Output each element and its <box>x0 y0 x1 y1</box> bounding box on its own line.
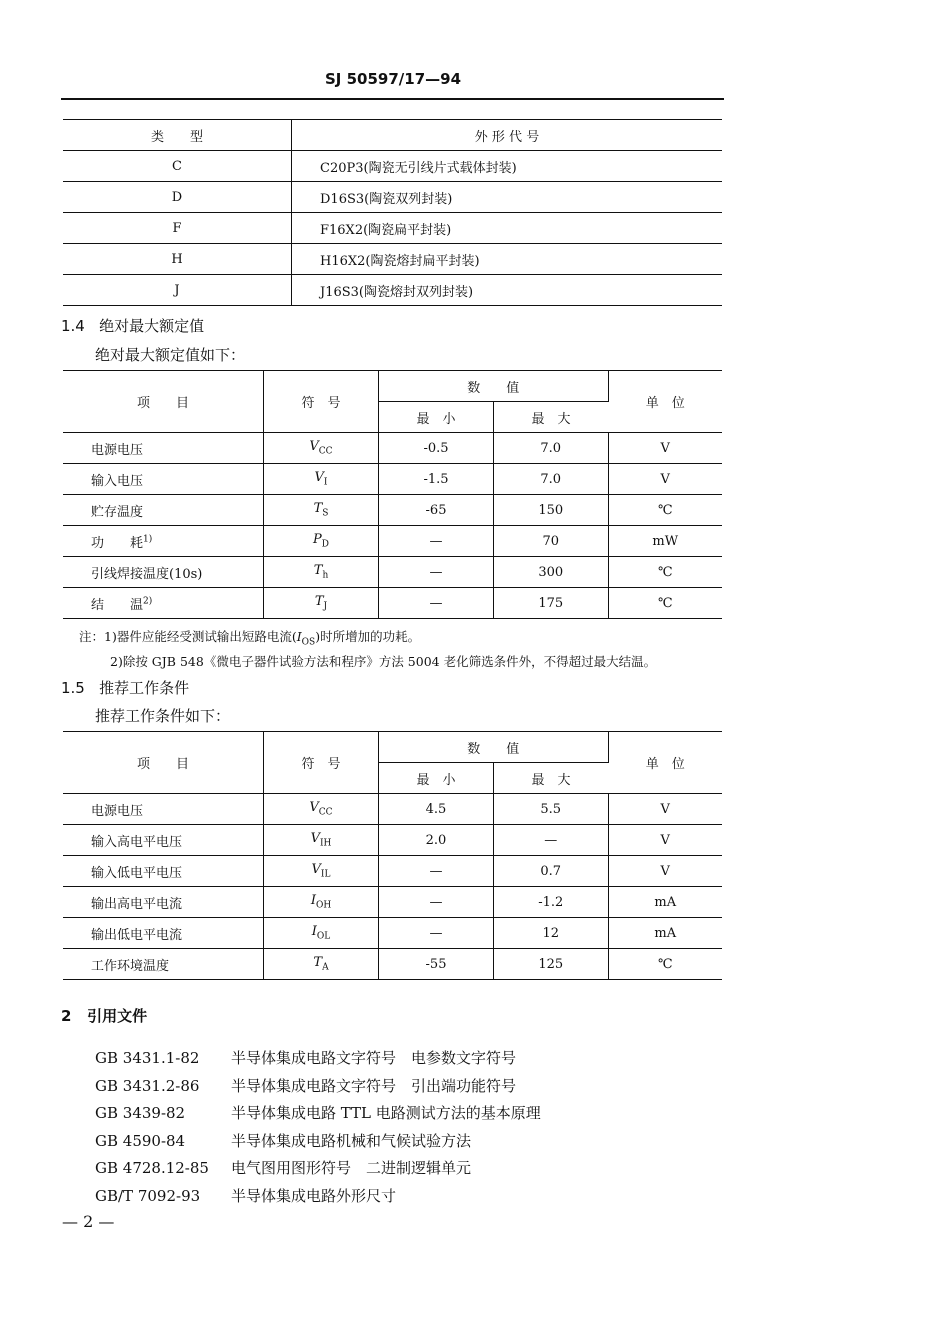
table-row <box>63 464 722 495</box>
type-cell: C <box>63 151 292 182</box>
col-type-header: 类 型 <box>63 120 292 151</box>
max-cell: 0.7 <box>494 856 609 887</box>
col-min-header: 最 小 <box>379 763 494 794</box>
item-cell: 输出低电平电流 <box>63 918 264 949</box>
unit-cell: ℃ <box>608 495 722 526</box>
list-item <box>95 1073 541 1101</box>
unit-cell: mA <box>608 918 722 949</box>
type-cell: D <box>63 182 292 213</box>
header-rule <box>61 98 724 100</box>
col-symbol-header: 符 号 <box>264 732 379 794</box>
reference-code: GB 4728.12-85 <box>95 1159 209 1177</box>
table-header-row <box>63 732 722 763</box>
min-cell: -0.5 <box>379 433 494 464</box>
reference-title: 半导体集成电路外形尺寸 <box>231 1186 397 1205</box>
table-row <box>63 856 722 887</box>
max-cell: — <box>494 825 609 856</box>
section-number: 1.4 <box>61 317 85 335</box>
type-cell: H <box>63 244 292 275</box>
table-row <box>63 588 722 619</box>
list-item <box>95 1100 541 1128</box>
outline-cell: C20P3(陶瓷无引线片式载体封装) <box>292 151 723 182</box>
table-row <box>63 182 722 213</box>
min-cell: — <box>379 588 494 619</box>
document-header: SJ 50597/17—94 <box>324 70 462 88</box>
table-row <box>63 213 722 244</box>
item-cell: 输入高电平电压 <box>63 825 264 856</box>
min-cell: -1.5 <box>379 464 494 495</box>
unit-cell: V <box>608 464 722 495</box>
col-item-header: 项 目 <box>63 371 264 433</box>
col-value-header: 数 值 <box>379 732 609 763</box>
symbol-cell: $V_I$ <box>264 464 379 495</box>
reference-title: 半导体集成电路文字符号 电参数文字符号 <box>231 1049 517 1067</box>
section-1-4-intro: 绝对最大额定值如下： <box>95 346 246 364</box>
max-cell: 12 <box>494 918 609 949</box>
symbol-cell: $V_{CC}$ <box>264 433 379 464</box>
section-1-5-intro: 推荐工作条件如下： <box>95 707 231 725</box>
col-value-header: 数 值 <box>379 371 609 402</box>
item-cell: 引线焊接温度(10s) <box>63 557 264 588</box>
max-cell: 150 <box>494 495 609 526</box>
list-item <box>95 1183 541 1211</box>
max-cell: 70 <box>494 526 609 557</box>
footnote-2: 2)除按 GJB 548《微电子器件试验方法和程序》方法 5004 老化筛选条件外，不得超过最大结温。 <box>110 654 657 669</box>
min-cell: 2.0 <box>379 825 494 856</box>
table-row <box>63 526 722 557</box>
item-cell: 工作环境温度 <box>63 949 264 980</box>
unit-cell: mW <box>608 526 722 557</box>
col-item-header: 项 目 <box>63 732 264 794</box>
outline-cell: J16S3(陶瓷熔封双列封装) <box>292 275 723 306</box>
item-cell: 电源电压 <box>63 794 264 825</box>
type-cell: F <box>63 213 292 244</box>
page-number: — 2 — <box>62 1212 115 1231</box>
min-cell: -65 <box>379 495 494 526</box>
unit-cell: mA <box>608 887 722 918</box>
section-1-5-heading <box>61 677 189 698</box>
table-row <box>63 918 722 949</box>
list-item <box>95 1128 541 1156</box>
item-cell: 输出高电平电流 <box>63 887 264 918</box>
recommended-conditions-table <box>63 731 722 980</box>
reference-code: GB 4590-84 <box>95 1131 186 1150</box>
item-cell: 功 耗$^{1)}$ <box>63 526 264 557</box>
unit-cell: V <box>608 433 722 464</box>
min-cell: — <box>379 918 494 949</box>
section-number: 1.5 <box>61 679 85 697</box>
symbol-cell: $V_{CC}$ <box>264 794 379 825</box>
section-title: 引用文件 <box>87 1007 148 1025</box>
table-row <box>63 433 722 464</box>
symbol-cell: $I_{OL}$ <box>264 918 379 949</box>
symbol-cell: $T_h$ <box>264 557 379 588</box>
reference-code: GB 3431.1-82 <box>95 1049 200 1067</box>
reference-list <box>95 1045 541 1210</box>
table-header-row <box>63 120 722 151</box>
unit-cell: V <box>608 794 722 825</box>
table-row <box>63 275 722 306</box>
symbol-cell: $T_S$ <box>264 495 379 526</box>
section-title: 推荐工作条件 <box>99 679 190 697</box>
section-title: 绝对最大额定值 <box>99 317 205 335</box>
unit-cell: ℃ <box>608 557 722 588</box>
col-max-header: 最 大 <box>494 763 609 794</box>
type-cell: J <box>63 275 292 306</box>
max-cell: 300 <box>494 557 609 588</box>
table-row <box>63 151 722 182</box>
min-cell: 4.5 <box>379 794 494 825</box>
symbol-cell: $V_{IL}$ <box>264 856 379 887</box>
table-row <box>63 557 722 588</box>
item-cell: 输入电压 <box>63 464 264 495</box>
col-symbol-header: 符 号 <box>264 371 379 433</box>
table-row <box>63 794 722 825</box>
unit-cell: V <box>608 825 722 856</box>
max-cell: 175 <box>494 588 609 619</box>
footnote-1: 注：1)器件应能经受测试输出短路电流$(I_{OS})$时所增加的功耗。 <box>79 629 421 648</box>
reference-code: GB 3439-82 <box>95 1104 186 1122</box>
list-item <box>95 1045 541 1073</box>
section-number: 2 <box>61 1007 72 1025</box>
list-item <box>95 1155 541 1183</box>
footnote-ref: 2) <box>143 596 153 607</box>
outline-cell: F16X2(陶瓷扁平封装) <box>292 213 723 244</box>
section-1-4-heading <box>61 315 204 336</box>
min-cell: — <box>379 557 494 588</box>
symbol-cell: $I_{OH}$ <box>264 887 379 918</box>
symbol-cell: $T_A$ <box>264 949 379 980</box>
min-cell: -55 <box>379 949 494 980</box>
max-cell: 5.5 <box>494 794 609 825</box>
section-2-heading <box>61 1005 147 1026</box>
table-row <box>63 887 722 918</box>
min-cell: — <box>379 856 494 887</box>
unit-cell: ℃ <box>608 588 722 619</box>
col-outline-header: 外 形 代 号 <box>292 120 723 151</box>
table-row <box>63 495 722 526</box>
reference-title: 电气图用图形符号 二进制逻辑单元 <box>231 1159 472 1177</box>
reference-code: GB/T 7092-93 <box>95 1186 201 1205</box>
table-row <box>63 244 722 275</box>
col-unit-header: 单 位 <box>608 371 722 433</box>
item-cell: 贮存温度 <box>63 495 264 526</box>
item-cell: 输入低电平电压 <box>63 856 264 887</box>
item-cell: 结 温$^{2)}$ <box>63 588 264 619</box>
table-row <box>63 949 722 980</box>
table-header-row <box>63 371 722 402</box>
max-cell: 7.0 <box>494 464 609 495</box>
reference-title: 半导体集成电路机械和气候试验方法 <box>231 1131 472 1150</box>
absolute-ratings-table <box>63 370 722 619</box>
symbol-cell: $T_J$ <box>264 588 379 619</box>
col-max-header: 最 大 <box>494 402 609 433</box>
item-cell: 电源电压 <box>63 433 264 464</box>
package-table <box>63 119 722 306</box>
unit-cell: V <box>608 856 722 887</box>
reference-title: 半导体集成电路文字符号 引出端功能符号 <box>231 1076 517 1095</box>
symbol-cell: $V_{IH}$ <box>264 825 379 856</box>
max-cell: 7.0 <box>494 433 609 464</box>
max-cell: -1.2 <box>494 887 609 918</box>
unit-cell: ℃ <box>608 949 722 980</box>
table-row <box>63 825 722 856</box>
outline-cell: H16X2(陶瓷熔封扁平封装) <box>292 244 723 275</box>
footnote-ref: 1) <box>143 534 153 545</box>
outline-cell: D16S3(陶瓷双列封装) <box>292 182 723 213</box>
min-cell: — <box>379 887 494 918</box>
reference-title: 半导体集成电路 TTL 电路测试方法的基本原理 <box>231 1104 541 1122</box>
col-min-header: 最 小 <box>379 402 494 433</box>
min-cell: — <box>379 526 494 557</box>
col-unit-header: 单 位 <box>608 732 722 794</box>
reference-code: GB 3431.2-86 <box>95 1076 200 1095</box>
symbol-cell: $P_D$ <box>264 526 379 557</box>
max-cell: 125 <box>494 949 609 980</box>
